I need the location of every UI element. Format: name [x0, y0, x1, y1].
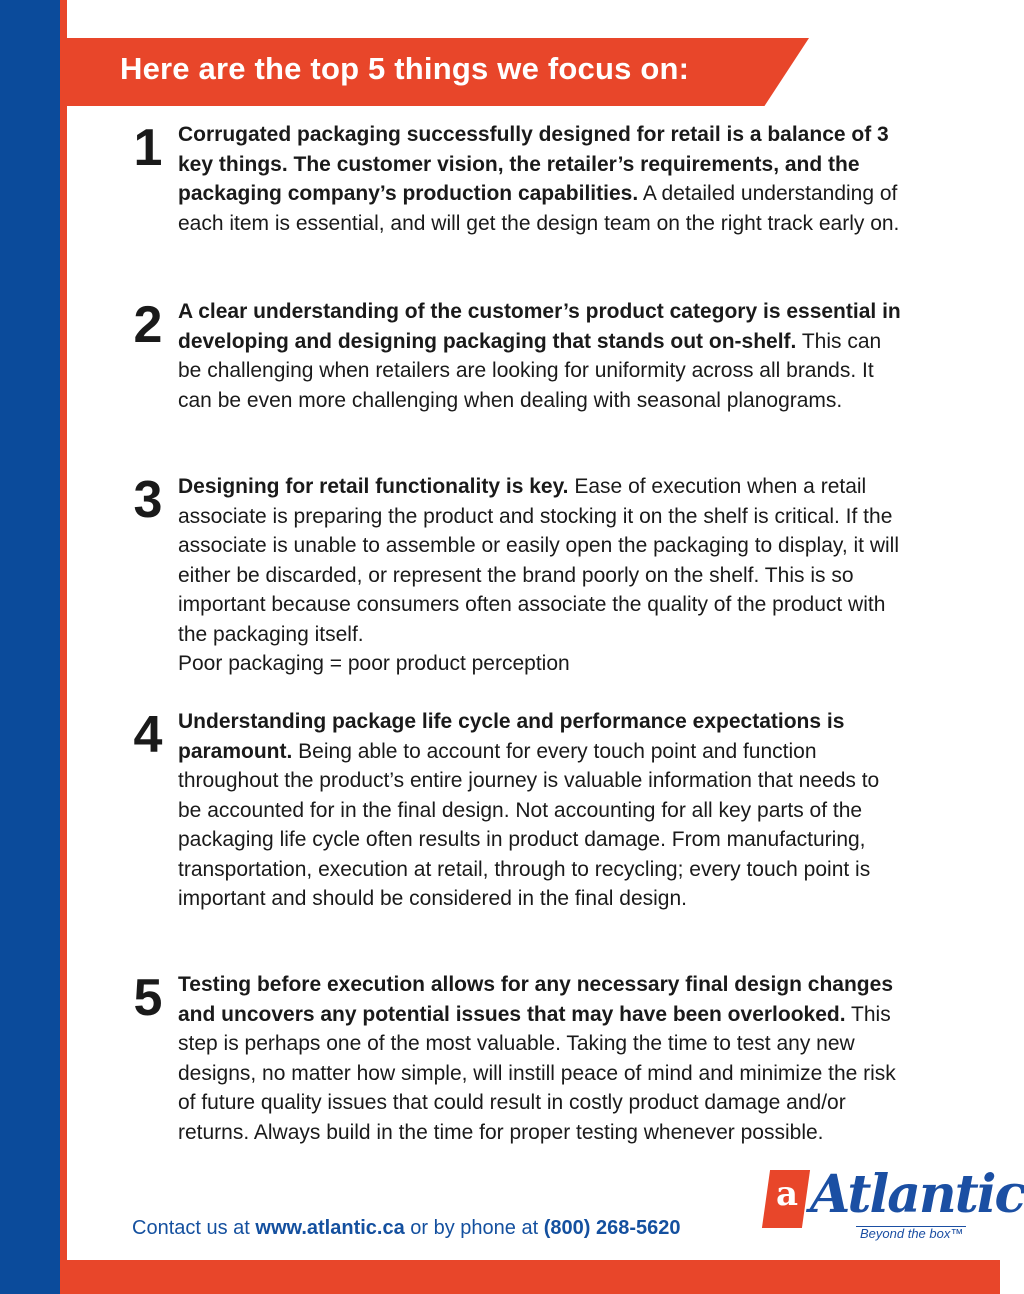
item-text — [178, 707, 908, 914]
item-text — [178, 472, 908, 679]
item-number: 4 — [133, 706, 163, 764]
atlantic-logo — [766, 1160, 1024, 1250]
item-body: A detailed understanding of each item is essential, and will get the design team on the right track early on. — [178, 182, 900, 235]
website-link[interactable]: www.atlantic.ca — [255, 1217, 405, 1239]
page-title: Here are the top 5 things we focus on: — [120, 51, 690, 86]
item-body: Being able to account for every touch point and function throughout the product’s entire journey is valuable information that needs to be accounted for in the final design. Not accounting for all key parts of the packaging life cycle often results in product damage. From manufacturing, transportation, execution at retail, through to recycling; every touch point is important and should be considered in the final design. — [178, 739, 880, 910]
item-lead: Designing for retail functionality is key. — [178, 475, 569, 498]
logo-wordmark: Atlantic — [810, 1164, 1024, 1225]
item-lead: Testing before execution allows for any necessary final design changes and uncovers any potential issues that may have been overlooked. — [178, 973, 893, 1026]
item-body: This step is perhaps one of the most valuable. Taking the time to test any new designs, no matter how simple, will instill peace of mind and minimize the risk of future quality issues that could result in costly product damage and/or returns. Always build in the time for proper testing whenever possible. — [178, 1002, 896, 1144]
logo-glyph: a — [775, 1174, 799, 1214]
item-number: 2 — [133, 296, 163, 354]
contact-line — [132, 1217, 680, 1240]
logo-tagline: Beyond the box™ — [860, 1226, 964, 1241]
item-number: 1 — [133, 119, 163, 177]
left-blue-bar — [0, 0, 60, 1294]
item-body: This can be challenging when retailers are looking for uniformity across all brands. It can be even more challenging when dealing with seasonal planograms. — [178, 329, 882, 412]
item-text — [178, 120, 908, 238]
item-lead: Corrugated packaging successfully designed for retail is a balance of 3 key things. The customer vision, the retailer’s requirements, and the packaging company’s production capabilities. — [178, 123, 889, 205]
item-lead: Understanding package life cycle and performance expectations is paramount. — [178, 710, 845, 763]
item-text — [178, 970, 908, 1147]
bottom-accent-bar — [67, 1260, 1000, 1294]
item-extra: Poor packaging = poor product perception — [178, 652, 570, 675]
item-number: 3 — [133, 471, 163, 529]
bottom-blue-corner — [0, 1260, 60, 1294]
contact-prefix: Contact us at — [132, 1217, 256, 1239]
item-lead: A clear understanding of the customer’s product category is essential in developing and designing packaging that stands out on-shelf. — [178, 300, 901, 353]
item-text — [178, 297, 908, 415]
item-number: 5 — [133, 969, 163, 1027]
phone-number[interactable]: (800) 268-5620 — [543, 1217, 681, 1239]
item-body: Ease of execution when a retail associate is preparing the product and stocking it on the shelf is critical. If the associate is unable to assemble or easily open the packaging to display, it will either be discarded, or represent the brand poorly on the shelf. This is so important because consumers often associate the quality of the product with the packaging itself. — [178, 475, 900, 646]
contact-middle: or by phone at — [404, 1217, 544, 1239]
